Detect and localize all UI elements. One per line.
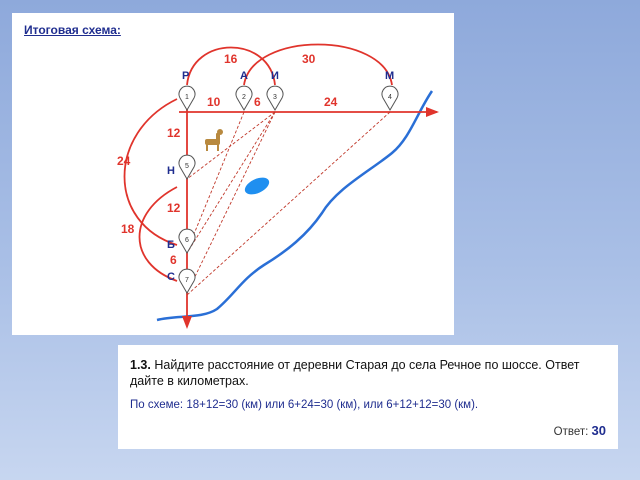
scheme-diagram: [12, 13, 454, 335]
pin-4-number: 4: [388, 94, 392, 101]
answer-label: Ответ:: [553, 426, 589, 438]
distance-label-ai: 6: [254, 95, 261, 109]
vertical-road-arrow: [182, 316, 192, 329]
pin-7-number: 7: [185, 277, 189, 284]
horse-icon: [205, 129, 223, 151]
village-label-m: М: [385, 70, 395, 82]
pin-1-number: 1: [185, 94, 189, 101]
lake-icon: [242, 174, 271, 198]
pin-1: [179, 86, 195, 110]
task-solution: По схеме: 18+12=30 (км) или 6+24=30 (км), или 6+12+12=30 (км).: [130, 399, 479, 411]
answer-value: 30: [591, 423, 606, 438]
distance-label-nb: 12: [167, 201, 181, 215]
pin-5: [179, 155, 195, 179]
distance-label-arc-ri: 16: [224, 52, 238, 66]
distance-arcs: [125, 45, 393, 282]
task-question-line: [130, 357, 610, 389]
distance-label-rn: 12: [167, 126, 181, 140]
distance-label-ra: 10: [207, 95, 221, 109]
task-number: 1.3.: [130, 358, 151, 372]
pin-3-number: 3: [273, 94, 277, 101]
village-label-i: И: [271, 70, 279, 82]
scheme-panel: [12, 13, 454, 335]
pin-3: [267, 86, 283, 110]
distance-label-arc-rb: 24: [117, 154, 131, 168]
pin-5-number: 5: [185, 163, 189, 170]
village-label-r: Р: [182, 70, 190, 82]
task-panel: [118, 345, 618, 449]
pin-6: [179, 229, 195, 253]
river-icon: [157, 91, 432, 320]
scheme-title: Итоговая схема:: [24, 23, 121, 37]
distance-label-bs: 6: [170, 253, 177, 267]
pin-2: [236, 86, 252, 110]
pin-6-number: 6: [185, 237, 189, 244]
village-label-n: Н: [167, 165, 175, 177]
distance-label-im: 24: [324, 95, 338, 109]
task-question: Найдите расстояние от деревни Старая до села Речное по шоссе. Ответ дайте в километрах.: [130, 358, 580, 388]
horizontal-road-arrow: [426, 107, 439, 117]
village-label-b: Б: [167, 239, 175, 251]
task-answer: [554, 423, 606, 438]
village-label-s: С: [167, 271, 175, 283]
pin-2-number: 2: [242, 94, 246, 101]
distance-label-arc-am: 30: [302, 52, 316, 66]
pin-4: [382, 86, 398, 110]
village-label-a: А: [240, 70, 248, 82]
distance-label-arc-ns: 18: [121, 222, 135, 236]
